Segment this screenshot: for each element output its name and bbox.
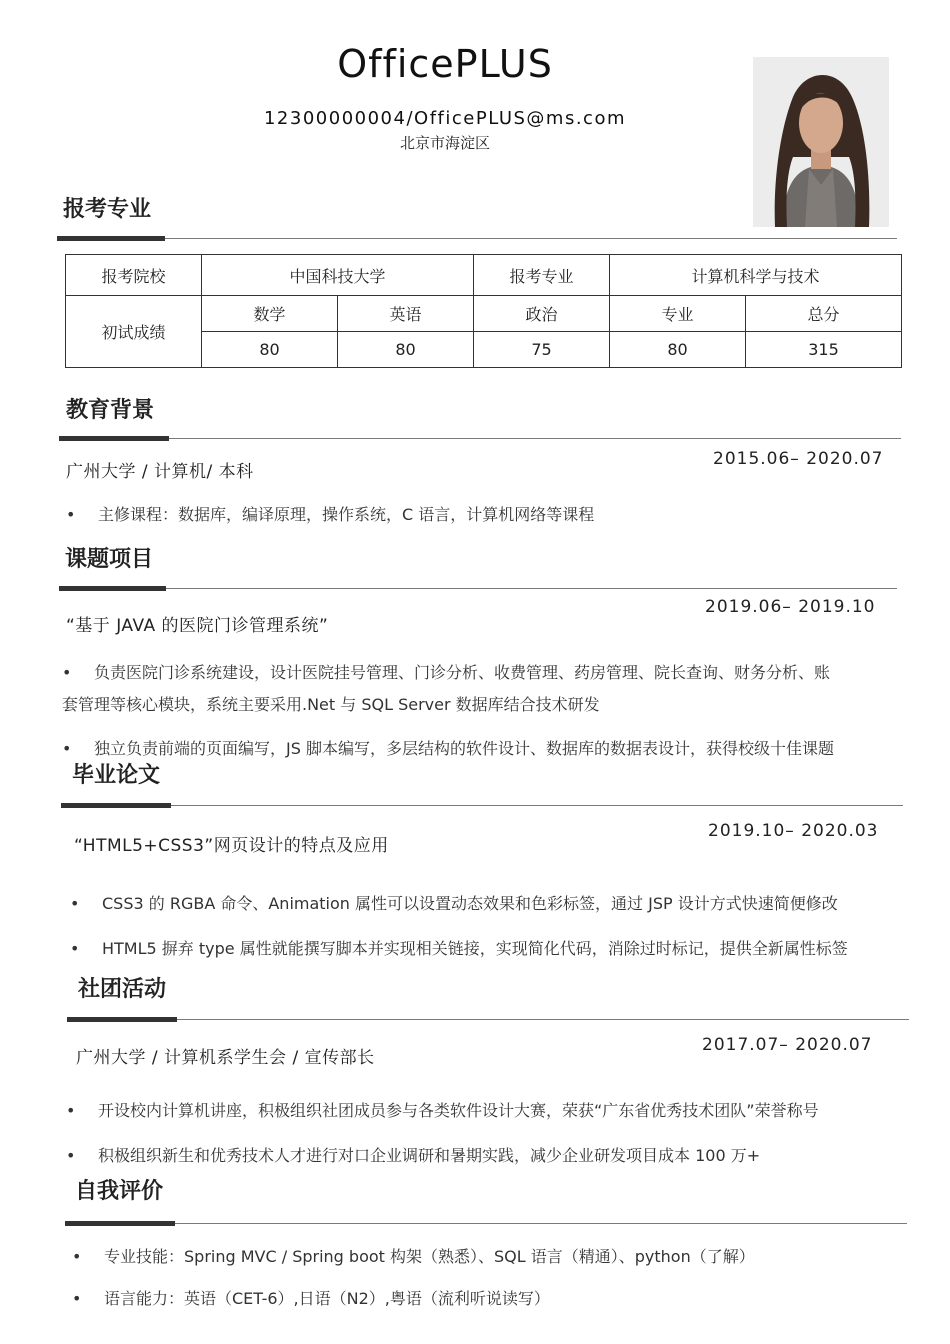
club-bullet: • 开设校内计算机讲座，积极组织社团成员参与各类软件设计大赛，荣获“广东省优秀技术团队”荣誉称号 [66, 1101, 819, 1120]
thesis-entry: “HTML5+CSS3”网页设计的特点及应用 [74, 836, 389, 856]
section-divider-accent [59, 586, 166, 591]
project-date: 2019.06– 2019.10 [705, 597, 876, 617]
school-label-cell: 报考院校 [66, 255, 202, 296]
score-cell: 315 [746, 332, 902, 368]
section-divider [59, 438, 901, 439]
score-cell: 80 [338, 332, 474, 368]
project-bullet-continuation: 套管理等核心模块，系统主要采用.Net 与 SQL Server 数据库结合技术研发 [62, 695, 600, 714]
section-title-education: 教育背景 [66, 398, 155, 423]
bullet-icon: • [62, 663, 72, 682]
subject-cell: 英语 [338, 296, 474, 332]
section-divider-accent [59, 436, 169, 441]
section-title-exam: 报考专业 [63, 197, 152, 222]
thesis-bullet: • HTML5 摒弃 type 属性就能撰写脚本并实现相关链接，实现简化代码，消除过时标记，提供全新属性标签 [70, 939, 848, 958]
bullet-icon: • [70, 894, 80, 913]
club-entry: 广州大学 / 计算机系学生会 / 宣传部长 [76, 1048, 375, 1068]
bullet-icon: • [72, 1289, 82, 1308]
education-entry: 广州大学 / 计算机/ 本科 [66, 462, 254, 482]
section-title-thesis: 毕业论文 [72, 763, 161, 788]
subject-cell: 专业 [610, 296, 746, 332]
bullet-icon: • [72, 1247, 82, 1266]
address: 北京市海淀区 [399, 134, 490, 152]
education-bullet: • 主修课程：数据库，编译原理，操作系统，C 语言，计算机网络等课程 [66, 505, 595, 524]
section-title-self: 自我评价 [75, 1179, 164, 1204]
subject-cell: 政治 [474, 296, 610, 332]
section-divider [57, 238, 897, 239]
major-label-cell: 报考专业 [474, 255, 610, 296]
section-title-project: 课题项目 [65, 547, 154, 572]
subject-cell: 总分 [746, 296, 902, 332]
exam-score-table [65, 254, 902, 368]
bullet-icon: • [66, 1101, 76, 1120]
section-divider-accent [61, 803, 171, 808]
project-bullet: • 独立负责前端的页面编写，JS 脚本编写，多层结构的软件设计、数据库的数据表设计，获得校级十佳课题 [62, 739, 834, 758]
bullet-icon: • [66, 505, 76, 524]
club-date: 2017.07– 2020.07 [702, 1035, 873, 1055]
section-title-club: 社团活动 [78, 977, 167, 1002]
thesis-date: 2019.10– 2020.03 [708, 821, 879, 841]
major-cell: 计算机科学与技术 [610, 255, 902, 296]
project-bullet: • 负责医院门诊系统建设，设计医院挂号管理、门诊分析、收费管理、药房管理、院长查询、财务分析、账 [62, 663, 831, 682]
score-cell: 75 [474, 332, 610, 368]
bullet-icon: • [62, 739, 72, 758]
resume-name: OfficePLUS [337, 42, 553, 86]
section-divider [65, 1223, 907, 1224]
contact-info: 12300000004/OfficePLUS@ms.com [263, 108, 626, 129]
subject-cell: 数学 [202, 296, 338, 332]
profile-photo [753, 57, 889, 227]
bullet-icon: • [66, 1146, 76, 1165]
self-bullet: • 专业技能：Spring MVC / Spring boot 构架（熟悉）、SQL 语言（精通）、python（了解） [72, 1247, 755, 1266]
score-label-cell: 初试成绩 [66, 296, 202, 368]
thesis-bullet: • CSS3 的 RGBA 命令、Animation 属性可以设置动态效果和色彩标签，通过 JSP 设计方式快速简便修改 [70, 894, 838, 913]
club-bullet: • 积极组织新生和优秀技术人才进行对口企业调研和暑期实践，减少企业研发项目成本 100 万+ [66, 1146, 761, 1165]
education-date: 2015.06– 2020.07 [713, 449, 884, 469]
section-divider-accent [57, 236, 165, 241]
section-divider-accent [65, 1221, 175, 1226]
score-cell: 80 [202, 332, 338, 368]
section-divider [67, 1019, 909, 1020]
project-entry: “基于 JAVA 的医院门诊管理系统” [66, 616, 329, 636]
section-divider-accent [67, 1017, 177, 1022]
section-divider [59, 588, 897, 589]
section-divider [61, 805, 903, 806]
self-bullet: • 语言能力：英语（CET-6）,日语（N2）,粤语（流利听说读写） [72, 1289, 550, 1308]
bullet-icon: • [70, 939, 80, 958]
school-cell: 中国科技大学 [202, 255, 474, 296]
score-cell: 80 [610, 332, 746, 368]
